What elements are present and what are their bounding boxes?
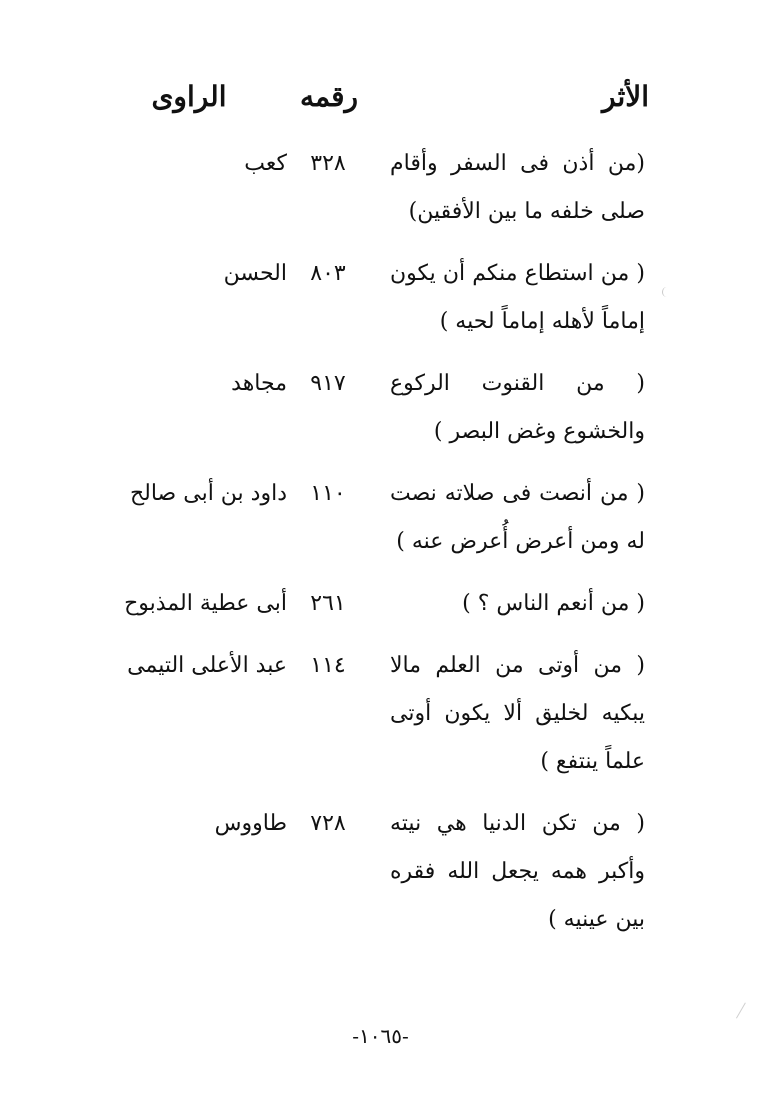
raqm-number: ٢٦١: [310, 591, 346, 616]
raqm-number: ٣٢٨: [310, 151, 346, 176]
rawi-name: عبد الأعلى التيمى: [127, 653, 287, 678]
table-row: [0, 360, 761, 456]
header-raqm: رقمه: [299, 80, 359, 113]
raqm-number: ٨٠٣: [310, 261, 346, 286]
athar-text: ( من أنعم الناس ؟ ): [462, 591, 645, 616]
rawi-name: داود بن أبى صالح: [129, 481, 287, 506]
raqm-number: ٧٢٨: [310, 811, 346, 836]
athar-text: ( من أوتى من العلم مالا يبكيه لخليق ألا يكون أوتى علماً ينتفع ): [390, 653, 645, 774]
table-row: [0, 800, 761, 944]
table-header: [0, 80, 761, 130]
table-row: [0, 250, 761, 346]
rawi-name: مجاهد: [231, 371, 287, 396]
entries-list: [0, 140, 761, 958]
table-row: [0, 642, 761, 786]
page-number: -١٠٦٥-: [352, 1024, 409, 1048]
athar-text: ( من أنصت فى صلاته نصت له ومن أعرض أُعرض عنه ): [390, 481, 645, 554]
athar-text: ( من القنوت الركوع والخشوع وغض البصر ): [390, 371, 645, 444]
rawi-name: كعب: [244, 151, 287, 176]
margin-mark: [736, 1002, 751, 1021]
athar-text: ( من تكن الدنيا هي نيته وأكبر همه يجعل الله فقره بين عينيه ): [390, 811, 645, 932]
raqm-number: ٩١٧: [310, 371, 346, 396]
rawi-name: طاووس: [214, 811, 287, 836]
table-row: [0, 580, 761, 628]
raqm-number: ١١٠: [310, 481, 346, 506]
table-row: [0, 140, 761, 236]
margin-mark: [662, 287, 671, 297]
table-row: [0, 470, 761, 566]
athar-text: ( من استطاع منكم أن يكون إماماً لأهله إماماً لحيه ): [390, 261, 645, 334]
rawi-name: الحسن: [223, 261, 287, 286]
athar-text: (من أذن فى السفر وأقام صلى خلفه ما بين الأفقين): [390, 151, 645, 224]
header-athar: الأثر: [602, 80, 649, 113]
header-rawi: الراوى: [151, 80, 227, 113]
raqm-number: ١١٤: [310, 653, 346, 678]
rawi-name: أبى عطية المذبوح: [124, 591, 287, 616]
